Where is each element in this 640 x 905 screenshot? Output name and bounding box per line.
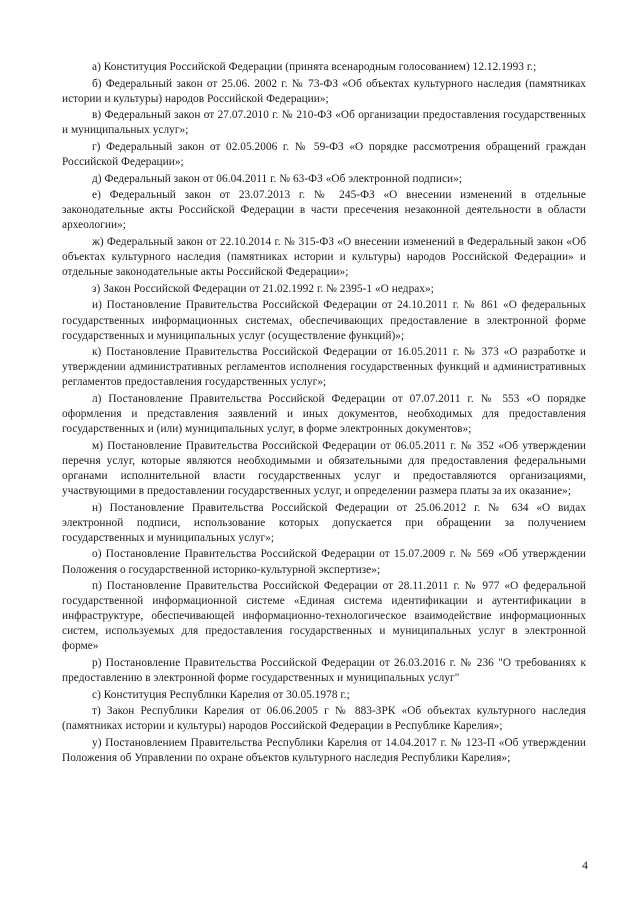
list-item: з) Закон Российской Федерации от 21.02.1992 г. № 2395-1 «О недрах»; [92, 282, 434, 295]
list-item: и) Постановление Правительства Российской Федерации от 24.10.2011 г. № 861 «О федеральных государственных информационных системах, обеспечивающих предоставление в электронной форме государственных и муниципальных услуг (осуществление функций)»; [62, 299, 586, 342]
list-item: т) Закон Республики Карелия от 06.06.2005 г № 883-ЗРК «Об объектах культурного наследия (памятниках истории и культуры) народов Российской Федерации в Республике Карелия»; [62, 705, 586, 733]
list-item: л) Постановление Правительства Российской Федерации от 07.07.2011 г. № 553 «О порядке оформления и представления заявлений и иных документов, необходимых для предоставления государственных и (или) муниципальных услуг, в форме электронных документов»; [62, 392, 586, 436]
list-item: д) Федеральный закон от 06.04.2011 г. № 63-ФЗ «Об электронной подписи»; [92, 172, 463, 185]
list-item: ж) Федеральный закон от 22.10.2014 г. № 315-ФЗ «О внесении изменений в Федеральный закон «Об объектах культурного наследия (памятниках истории и культуры) народов Российской Федерации» и отдельные законодательные акты Российской Федерации»; [62, 236, 586, 279]
document-body [62, 60, 586, 768]
list-item: р) Постановление Правительства Российской Федерации от 26.03.2016 г. № 236 "О требованиях к предоставлению в электронной форме государственных и муниципальных услуг" [62, 657, 586, 685]
list-item: с) Конституция Республики Карелия от 30.05.1978 г.; [92, 688, 350, 701]
list-item: а) Конституция Российской Федерации (принята всенародным голосованием) 12.12.1993 г.; [92, 61, 537, 73]
list-item: у) Постановлением Правительства Республики Карелия от 14.04.2017 г. № 123-П «Об утверждении Положения об Управлении по охране объектов культурного наследия Республики Карелия»; [62, 737, 586, 765]
list-item: е) Федеральный закон от 23.07.2013 г. № 245-ФЗ «О внесении изменений в отдельные законодательные акты Российской Федерации в части пресечения незаконной деятельности в области археологии»; [62, 189, 586, 232]
list-item: о) Постановление Правительства Российской Федерации от 15.07.2009 г. № 569 «Об утверждении Положения о государственной историко-культурной экспертизе»; [62, 548, 586, 576]
list-item: н) Постановление Правительства Российской Федерации от 25.06.2012 г. № 634 «О видах электронной подписи, использование которых допускается при обращении за получением государственных и муниципальных услуг»; [62, 501, 586, 544]
list-item: г) Федеральный закон от 02.05.2006 г. № 59-ФЗ «О порядке рассмотрения обращений граждан Российской Федерации»; [62, 140, 586, 169]
list-item: м) Постановление Правительства Российской Федерации от 06.05.2011 г. № 352 «Об утверждении перечня услуг, которые являются необходимыми и обязательными для предоставления федеральными органами исполнительной власти государственных услуг и предоставляются организациями, участвующими в предоставлении государственных услуг, и определении размера платы за их оказание»; [62, 439, 586, 498]
list-item: к) Постановление Правительства Российской Федерации от 16.05.2011 г. № 373 «О разработке и утверждении административных регламентов исполнения государственных функций и административных регламентов предоставления государственных услуг»; [62, 346, 586, 389]
list-item: б) Федеральный закон от 25.06. 2002 г. № 73-ФЗ «Об объектах культурного наследия (памятниках истории и культуры) народов Российской Федерации»; [62, 77, 586, 105]
list-item: в) Федеральный закон от 27.07.2010 г. № 210-ФЗ «Об организации предоставления государственных и муниципальных услуг»; [62, 109, 586, 137]
list-item: п) Постановление Правительства Российской Федерации от 28.11.2011 г. № 977 «О федеральной государственной информационной системе «Единая система идентификации и аутентификации в инфраструктуре, обеспечивающей информационно-технологическое взаимодействие информационных систем, используемых для предоставления государственных и муниципальных услуг в электронной форме» [62, 580, 586, 653]
page-number: 4 [582, 858, 588, 872]
